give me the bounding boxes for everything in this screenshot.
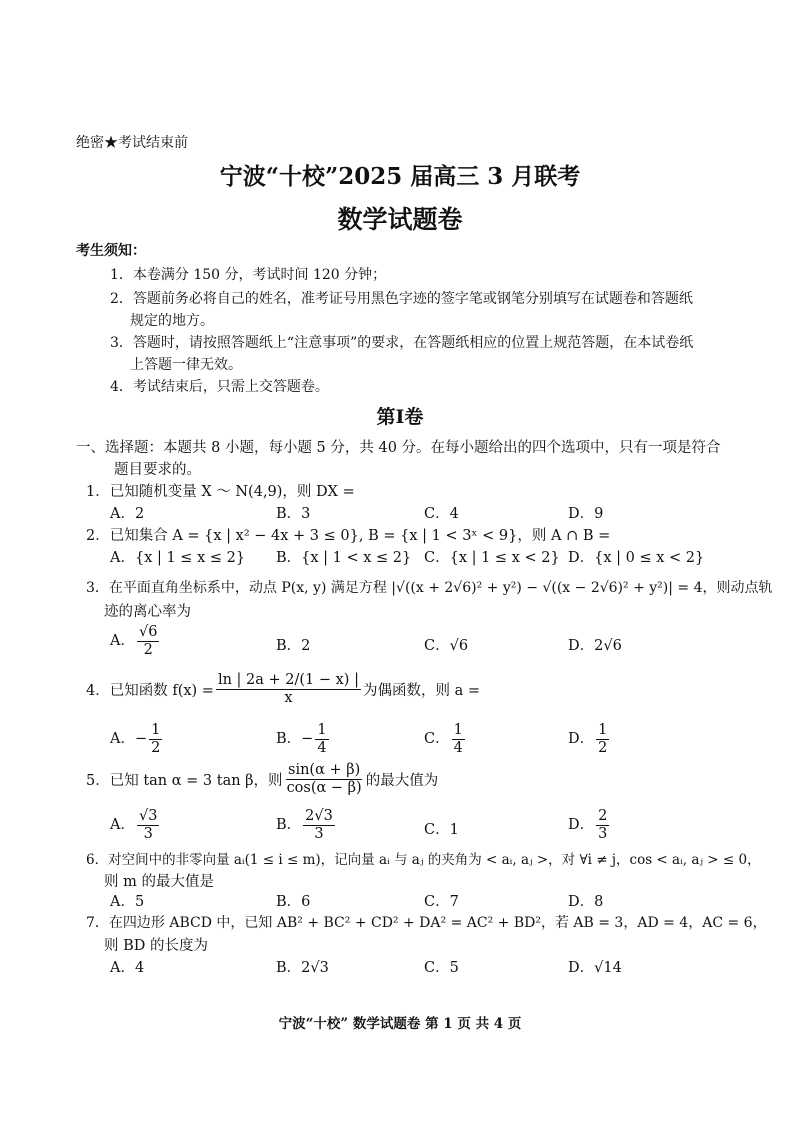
notice-item-2: 2．答题前务必将自己的姓名，准考证号用黑色字迹的签字笔或钢笔分别填写在试题卷和答题纸 bbox=[110, 291, 693, 307]
question-2: 2．已知集合 A = {x | x² − 4x + 3 ≤ 0}, B = {x | 1 < 3ˣ < 9}，则 A ∩ B = bbox=[86, 528, 611, 544]
q5-option-d: D． $\frac{2}{3}$ bbox=[568, 808, 608, 842]
q2-option-b: B．{x | 1 < x ≤ 2} bbox=[276, 550, 412, 566]
q7-option-d: D．√14 bbox=[568, 960, 622, 976]
question-3-cont: 迹的离心率为 bbox=[104, 604, 191, 620]
q6-option-d: D．8 bbox=[568, 894, 604, 910]
question-7: 7．在四边形 ABCD 中，已知 AB² + BC² + CD² + DA² = AC² + BD²，若 AB = 3，AD = 4，AC = 6， bbox=[86, 915, 767, 931]
q2-option-d: D．{x | 0 ≤ x < 2} bbox=[568, 550, 705, 566]
q3-option-a-fraction: $\frac{√6}{2}$ bbox=[138, 624, 158, 658]
notice-item-1: 1．本卷满分 150 分，考试时间 120 分钟； bbox=[110, 267, 387, 283]
notice-item-3-cont: 上答题一律无效。 bbox=[130, 357, 242, 373]
q2-option-c: C．{x | 1 ≤ x < 2} bbox=[424, 550, 560, 566]
q6-option-a: A．5 bbox=[110, 894, 145, 910]
question-1: 1．已知随机变量 X ～ N(4,9)，则 DX = bbox=[86, 484, 355, 500]
question-5: 5．已知 tan α = 3 tan β，则 $\frac{\sin(\alpha + \beta)}{\cos(\alpha - \beta)}$ 的最大值为 bbox=[86, 762, 439, 796]
q5-option-d-fraction: $\frac{2}{3}$ bbox=[598, 808, 608, 842]
question-6: 6．对空间中的非零向量 aᵢ(1 ≤ i ≤ m)，记向量 aᵢ 与 aⱼ 的夹角为 < aᵢ, aⱼ >，对 ∀i ≠ j，cos < aᵢ, aⱼ > ≤ 0， bbox=[86, 852, 761, 868]
notice-item-3: 3．答题时，请按照答题纸上“注意事项”的要求，在答题纸相应的位置上规范答题，在本试卷纸 bbox=[110, 335, 694, 351]
question-6-cont: 则 m 的最大值是 bbox=[104, 874, 214, 890]
q4-option-d: D． $\frac{1}{2}$ bbox=[568, 722, 608, 756]
q3-option-a: A． $\frac{√6}{2}$ bbox=[110, 624, 158, 658]
question-4: 4．已知函数 f(x) = $\frac{\ln | 2a + 2/(1 - x) |}{x}$ 为偶函数，则 a = bbox=[86, 672, 480, 706]
question-7-cont: 则 BD 的长度为 bbox=[104, 938, 208, 954]
page-footer: 宁波“十校” 数学试题卷 第 1 页 共 4 页 bbox=[278, 1016, 522, 1032]
notice-item-4: 4．考试结束后，只需上交答题卷。 bbox=[110, 379, 329, 395]
section-intro: 一、选择题：本题共 8 小题，每小题 5 分，共 40 分。在每小题给出的四个选项中，只有一项是符合 bbox=[76, 440, 721, 456]
q7-option-c: C．5 bbox=[424, 960, 459, 976]
q4-option-a: A．− $\frac{1}{2}$ bbox=[110, 722, 161, 756]
q3-option-d: D．2√6 bbox=[568, 638, 622, 654]
q5-option-c: C．1 bbox=[424, 822, 459, 838]
section-title: 第Ⅰ卷 bbox=[376, 406, 424, 428]
q5-option-b: B． $\frac{2√3}{3}$ bbox=[276, 808, 333, 842]
q4-option-b: B．− $\frac{1}{4}$ bbox=[276, 722, 327, 756]
q5-expression-fraction: $\frac{\sin(\alpha + \beta)}{\cos(\alpha - \beta)}$ bbox=[286, 762, 362, 796]
q2-option-a: A．{x | 1 ≤ x ≤ 2} bbox=[110, 550, 246, 566]
q5-option-b-fraction: $\frac{2√3}{3}$ bbox=[305, 808, 333, 842]
exam-subtitle: 数学试题卷 bbox=[337, 205, 463, 234]
confidential-label: 绝密★考试结束前 bbox=[76, 135, 188, 151]
question-3: 3．在平面直角坐标系中，动点 P(x, y) 满足方程 |√((x + 2√6)² + y²) − √((x − 2√6)² + y²)| = 4，则动点轨 bbox=[86, 580, 773, 596]
q1-option-c: C．4 bbox=[424, 506, 459, 522]
q4-option-c-fraction: $\frac{1}{4}$ bbox=[453, 722, 463, 756]
q1-option-d: D．9 bbox=[568, 506, 604, 522]
notice-heading: 考生须知： bbox=[76, 243, 146, 259]
q7-option-b: B．2√3 bbox=[276, 960, 329, 976]
q4-function-fraction: $\frac{\ln | 2a + 2/(1 - x) |}{x}$ bbox=[217, 672, 359, 706]
exam-title: 宁波“十校”2025 届高三 3 月联考 bbox=[219, 163, 581, 190]
q3-option-b: B．2 bbox=[276, 638, 311, 654]
q3-option-c: C．√6 bbox=[424, 638, 469, 654]
q4-option-a-fraction: $\frac{1}{2}$ bbox=[151, 722, 161, 756]
q6-option-c: C．7 bbox=[424, 894, 459, 910]
section-intro-cont: 题目要求的。 bbox=[114, 462, 201, 478]
q4-option-c: C． $\frac{1}{4}$ bbox=[424, 722, 463, 756]
q5-option-a: A． $\frac{√3}{3}$ bbox=[110, 808, 158, 842]
q6-option-b: B．6 bbox=[276, 894, 311, 910]
q5-option-a-fraction: $\frac{√3}{3}$ bbox=[138, 808, 158, 842]
q1-option-a: A．2 bbox=[110, 506, 145, 522]
q1-option-b: B．3 bbox=[276, 506, 311, 522]
q4-option-d-fraction: $\frac{1}{2}$ bbox=[598, 722, 608, 756]
q4-option-b-fraction: $\frac{1}{4}$ bbox=[317, 722, 327, 756]
notice-item-2-cont: 规定的地方。 bbox=[130, 313, 214, 329]
q7-option-a: A．4 bbox=[110, 960, 145, 976]
